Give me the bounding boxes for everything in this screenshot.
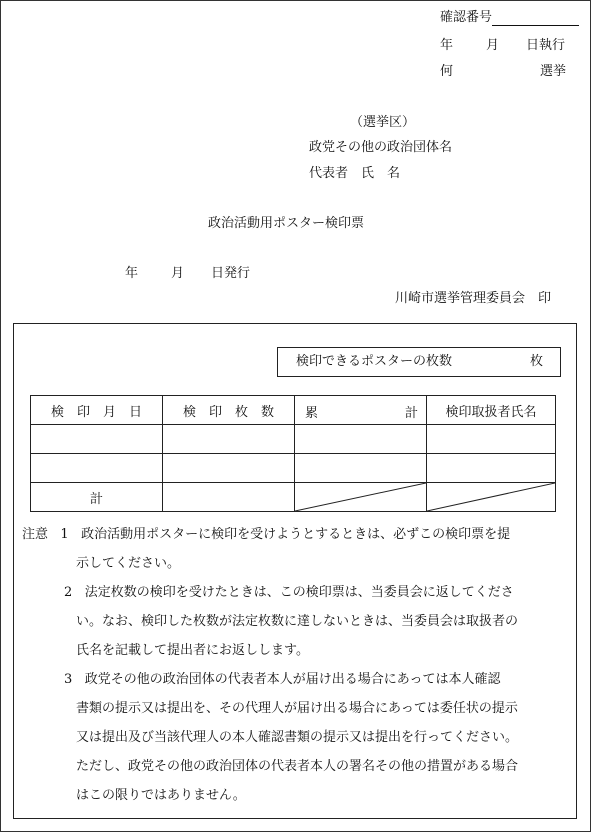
- col-handler: 検印取扱者氏名: [427, 396, 556, 425]
- note-1-line-2: 示してください。: [76, 556, 181, 571]
- cell-date[interactable]: [31, 454, 163, 483]
- exec-date-month: 月: [486, 38, 500, 53]
- cell-total-cumulative-struck: [295, 483, 427, 512]
- issue-month: 月: [171, 266, 185, 281]
- exec-date-year: 年: [440, 38, 454, 53]
- cell-total-handler-struck: [427, 483, 556, 512]
- issue-year: 年: [125, 266, 139, 281]
- table-row: [31, 454, 556, 483]
- notes: [22, 520, 577, 810]
- note-3-line-1: 3 政党その他の政治団体の代表者本人が届け出る場合にあっては本人確認: [64, 672, 501, 687]
- issuer: 川崎市選挙管理委員会 印: [395, 291, 552, 306]
- strike-diagonal: [427, 483, 555, 511]
- note-3-line-4: ただし、政党その他の政治団体の代表者本人の署名その他の措置がある場合: [76, 759, 519, 774]
- note-2-line-1: 2 法定枚数の検印を受けたときは、この検印票は、当委員会に返してくださ: [64, 585, 514, 600]
- confirm-number-field[interactable]: [492, 11, 579, 26]
- cell-cumulative[interactable]: [295, 425, 427, 454]
- count-box-label: 検印できるポスターの枚数: [296, 354, 453, 369]
- cell-total-count[interactable]: [163, 483, 295, 512]
- note-2-line-2: い。なお、検印した枚数が法定枚数に達しないときは、当委員会は取扱者の: [76, 614, 519, 629]
- col-count: 検 印 枚 数: [163, 396, 295, 425]
- cell-handler[interactable]: [427, 454, 556, 483]
- district-label: （選挙区）: [350, 115, 416, 130]
- note-3-line-3: 又は提出及び当該代理人の本人確認書類の提示又は提出を行ってください。: [76, 730, 519, 745]
- page-title: 政治活動用ポスター検印票: [208, 216, 365, 231]
- cell-count[interactable]: [163, 425, 295, 454]
- confirm-number: [440, 10, 579, 26]
- stamp-table: [30, 395, 556, 512]
- col-date: 検 印 月 日: [31, 396, 163, 425]
- cell-count[interactable]: [163, 454, 295, 483]
- count-box-unit: 枚: [530, 354, 544, 369]
- exec-date-day: 日執行: [526, 38, 566, 53]
- table-header-row: [31, 396, 556, 425]
- election-what: 何: [440, 64, 454, 79]
- table-row: [31, 425, 556, 454]
- election-label: 選挙: [540, 64, 567, 79]
- cell-handler[interactable]: [427, 425, 556, 454]
- note-3-line-5: はこの限りではありません。: [76, 788, 246, 803]
- count-box: [277, 347, 561, 377]
- note-1-line-1: 注意 1 政治活動用ポスターに検印を受けようとするときは、必ずこの検印票を提: [22, 527, 511, 542]
- party-name-label: 政党その他の政治団体名: [309, 140, 453, 155]
- col-cumulative: 累 計: [295, 396, 427, 425]
- issue-day: 日発行: [211, 266, 251, 281]
- table-total-row: [31, 483, 556, 512]
- cell-cumulative[interactable]: [295, 454, 427, 483]
- total-label: 計: [31, 483, 163, 512]
- strike-diagonal: [295, 483, 426, 511]
- confirm-label: 確認番号: [440, 10, 493, 25]
- note-2-line-3: 氏名を記載して提出者にお返しします。: [76, 643, 309, 658]
- representative-label: 代表者 氏 名: [309, 166, 401, 181]
- cell-date[interactable]: [31, 425, 163, 454]
- note-3-line-2: 書類の提示又は提出を、その代理人が届け出る場合にあっては委任状の提示: [76, 701, 518, 716]
